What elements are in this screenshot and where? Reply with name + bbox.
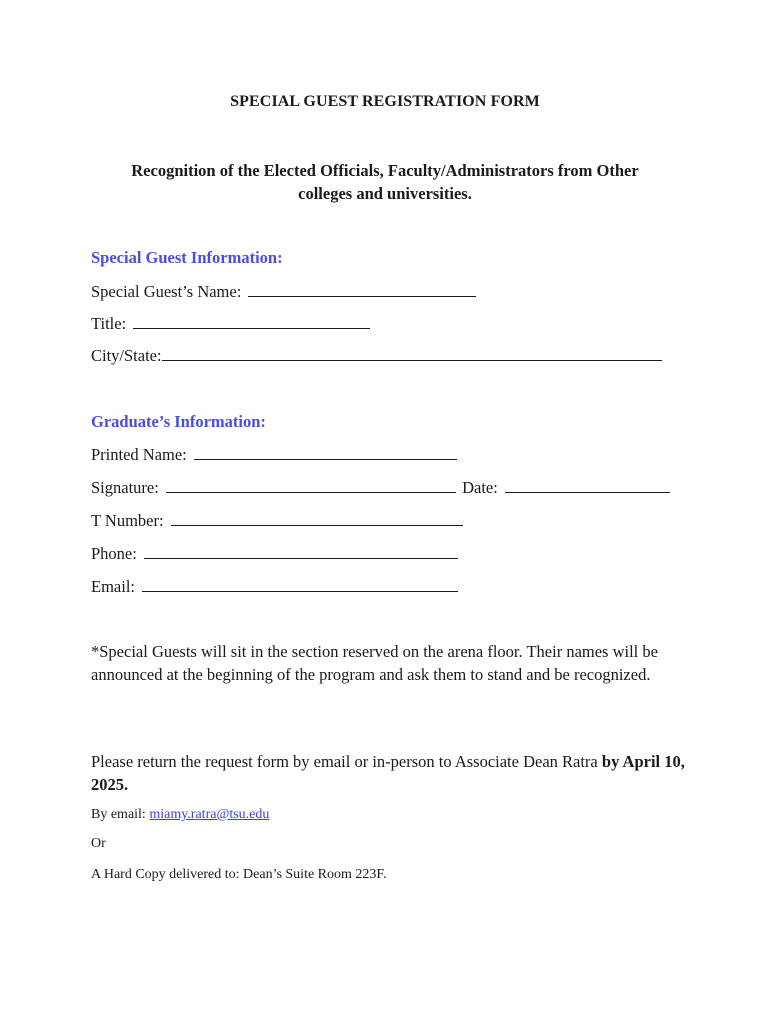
graduate-heading: Graduate’s Information: — [91, 412, 266, 431]
date-label: Date: — [462, 478, 498, 497]
t-number-field — [91, 511, 463, 531]
signature-label: Signature: — [91, 478, 159, 497]
email-label: Email: — [91, 577, 135, 596]
by-email-label: By email: — [91, 807, 146, 822]
signature-field — [91, 478, 670, 498]
printed-name-field — [91, 445, 457, 465]
phone-blank[interactable] — [144, 544, 458, 559]
return-instructions-text: Please return the request form by email or in-person to Associate Dean Ratra — [91, 752, 602, 771]
guest-title-blank[interactable] — [133, 314, 370, 329]
t-number-label: T Number: — [91, 511, 164, 530]
return-deadline: by April 10, 2025. — [91, 752, 685, 794]
email-field — [91, 577, 458, 597]
signature-blank[interactable] — [166, 478, 456, 493]
printed-name-label: Printed Name: — [91, 445, 187, 464]
hard-copy-text: A Hard Copy delivered to: Dean’s Suite Room 223F. — [91, 867, 387, 882]
return-instructions — [91, 750, 691, 796]
or-text: Or — [91, 836, 106, 851]
contact-email-link[interactable]: miamy.ratra@tsu.edu — [149, 807, 270, 822]
guest-city-state-label: City/State: — [91, 346, 162, 365]
guest-name-field — [91, 282, 476, 302]
form-subtitle — [0, 159, 770, 205]
email-blank[interactable] — [142, 577, 458, 592]
guest-title-field — [91, 314, 370, 334]
phone-field — [91, 544, 458, 564]
form-title: SPECIAL GUEST REGISTRATION FORM — [230, 93, 540, 110]
seating-note: *Special Guests will sit in the section reserved on the arena floor. Their names will be announced at the beginning of the program and ask them to stand and be recognized. — [91, 642, 658, 684]
date-blank[interactable] — [505, 478, 670, 493]
guest-name-label: Special Guest’s Name: — [91, 282, 242, 301]
by-email-line — [91, 807, 269, 823]
guest-city-state-blank[interactable] — [162, 346, 662, 361]
guest-city-state-field — [91, 346, 662, 366]
phone-label: Phone: — [91, 544, 137, 563]
subtitle-line-1: Recognition of the Elected Officials, Faculty/Administrators from Other — [131, 161, 639, 180]
t-number-blank[interactable] — [171, 511, 463, 526]
subtitle-line-2: colleges and universities. — [298, 184, 472, 203]
guest-name-blank[interactable] — [248, 282, 476, 297]
printed-name-blank[interactable] — [194, 445, 457, 460]
special-guest-heading: Special Guest Information: — [91, 248, 283, 267]
guest-title-label: Title: — [91, 314, 127, 333]
